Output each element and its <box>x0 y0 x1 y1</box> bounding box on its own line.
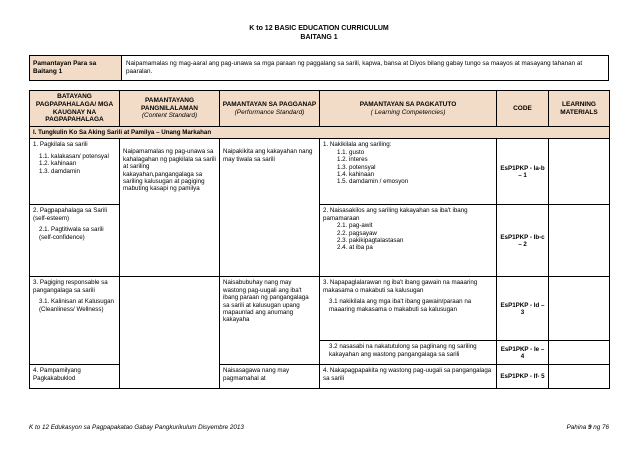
performance-sub: (Performance Standard) <box>234 108 305 116</box>
grade-standard-text: Naipamamalas ng mag-aaral ang pag-unawa sa mga paraan ng paggalang sa sarili, kapwa, bansa at Diyos bilang gabay tungo sa maayos at masayang tahanan at paaralan. <box>126 60 583 75</box>
materials-cell <box>549 277 610 341</box>
competency-cell <box>320 341 497 365</box>
competency-title: 3. Napapaglalarawan ng iba't ibang gawain na maaaring makasama o makabuti sa kalusugan <box>323 279 478 294</box>
page-prefix: Pahina <box>566 424 587 431</box>
performance-cell <box>220 277 320 365</box>
table-row <box>30 205 610 277</box>
performance-label: PAMANTAYAN SA PAGGANAP <box>222 100 317 108</box>
value-item: 1.2. kahinaan <box>39 160 77 168</box>
code-cell: EsP1PKP - Ib-c – 2 <box>497 205 549 277</box>
competency-item: 2.1. pag-awit <box>337 222 373 230</box>
value-cell <box>30 365 120 389</box>
competency-item: 1.5. damdamin / emosyon <box>337 178 409 186</box>
content-standard-cell <box>120 139 220 277</box>
competency-title: 2. Naisasakilos ang sariling kakayahan sa iba't ibang pamamaraan <box>323 207 468 222</box>
competency-title: 4. Nakapagpapakita ng wastong pag-uugali sa pangangalaga sa sarili <box>323 367 492 382</box>
col-header-performance <box>220 91 320 127</box>
value-item: 1.3. damdamin <box>39 167 80 175</box>
table-header-row <box>30 91 610 127</box>
competency-cell <box>320 139 497 205</box>
competency-item: 3.2 nasasabi na nakatutulong sa paglinang ng sariling kakayahan ang wastong pangangalaga sa sarili <box>329 343 477 358</box>
competency-cell <box>320 205 497 277</box>
performance-text: Naisabubuhay nang may wastong pag-uugali ang iba't ibang paraan ng pangangalaga sa sarili at kalusugan upang mapaunlad ang anumang kakayaha <box>223 279 309 324</box>
competency-item: 1.4. kahinaan <box>337 171 375 179</box>
page-total: ng 76 <box>593 424 609 431</box>
value-cell <box>30 139 120 205</box>
competency-item: 3.1 nakikilala ang mga iba't ibang gawain/paraan na maaaring makasama o makabuti sa kalusugan <box>329 298 472 313</box>
competency-item: 2.2. pagsayaw <box>337 229 377 237</box>
competency-item: 1.3. potensyal <box>337 163 376 171</box>
col-header-content-standard <box>120 91 220 127</box>
curriculum-title: K to 12 BASIC EDUCATION CURRICULUM <box>249 25 389 32</box>
content-standard-sub: (Content Standard) <box>141 112 198 120</box>
competency-item: 1.2. interes <box>337 156 368 164</box>
competency-item: 1.1. gusto <box>337 148 365 156</box>
col-header-materials: LEARNING MATERIALS <box>549 91 610 127</box>
competency-title: 1. Nakikilala ang sariling: <box>323 141 392 149</box>
value-title: 3. Pagiging responsable sa pangangalaga sa sarili <box>33 279 108 294</box>
section-title: I. Tungkulin Ko Sa Aking Sarili at Pamilya – Unang Markahan <box>30 127 610 139</box>
col-header-code: CODE <box>497 91 549 127</box>
competency-cell <box>320 277 497 341</box>
col-header-competencies <box>320 91 497 127</box>
value-title: 1. Pagkilala sa sarili <box>33 141 88 149</box>
col-header-values: BATAYANG PAGPAPAHALAGA/ MGA KAUGNAY NA PAGPAPAHALAGA <box>30 91 120 127</box>
competencies-sub: ( Learning Competencies) <box>370 108 446 116</box>
performance-cell <box>220 139 320 277</box>
code-cell: EsP1PKP - Ia-b – 1 <box>497 139 549 205</box>
competency-item: 2.3. pakikipagtalastasan <box>337 237 404 245</box>
competencies-label: PAMANTAYAN SA PAGKATUTO <box>359 100 457 108</box>
footer-document-title: K to 12 Edukasyon sa Pagpapakatao Gabay Pangkurikulum Disyembre 2013 <box>29 424 244 431</box>
performance-text: Naisasagawa nang may pagmamahal at <box>223 367 290 382</box>
grade-standard-label: Pamantayan Para sa Baitang 1 <box>30 56 122 80</box>
table-row <box>30 277 610 341</box>
content-standard-label: PAMANTAYANG PANGNILALAMAN <box>141 97 198 112</box>
performance-cell <box>220 365 320 389</box>
code-cell: EsP1PKP - Id – 3 <box>497 277 549 341</box>
page-current: 9 <box>587 424 592 431</box>
document-header <box>0 24 638 42</box>
value-item: 2.1. Pagtitiwala sa sarili (self-confidence) <box>39 226 104 241</box>
value-cell <box>30 277 120 365</box>
table-row <box>30 139 610 205</box>
curriculum-table <box>29 90 610 389</box>
materials-cell <box>549 139 610 205</box>
value-title: 4. Pampamilyang Pagkakabuklod <box>33 367 81 382</box>
section-row <box>30 127 610 139</box>
code-cell: EsP1PKP - If- 5 <box>497 365 549 389</box>
grade-title: BAITANG 1 <box>300 34 338 41</box>
table-row <box>30 365 610 389</box>
materials-cell <box>549 341 610 365</box>
competency-cell <box>320 365 497 389</box>
code-cell: EsP1PKP - Ie – 4 <box>497 341 549 365</box>
footer-page-number <box>567 424 609 431</box>
value-item: 1.1. kalakasan/ potensyal <box>39 152 109 160</box>
materials-cell <box>549 205 610 277</box>
value-cell <box>30 205 120 277</box>
value-item: 3.1. Kalinisan at Kalusugan (Cleanliness/ Wellness) <box>39 298 114 313</box>
content-standard-text: Naipamamalas ng pag-unawa sa kahalagahan ng pagkilala sa sarili at sariling kakayahan,pangangalaga sa sariling kalusugan at pagiging mabuting kasapi ng pamilya <box>123 148 216 193</box>
materials-cell <box>549 365 610 389</box>
content-standard-cell <box>120 277 220 389</box>
value-title: 2. Pagpapahalaga sa Sarili (self-esteem) <box>33 207 107 222</box>
performance-text: Naipakikita ang kakayahan nang may tiwala sa sarili <box>223 148 313 163</box>
grade-standard-table <box>29 55 609 81</box>
competency-item: 2.4. at iba pa <box>337 244 373 252</box>
